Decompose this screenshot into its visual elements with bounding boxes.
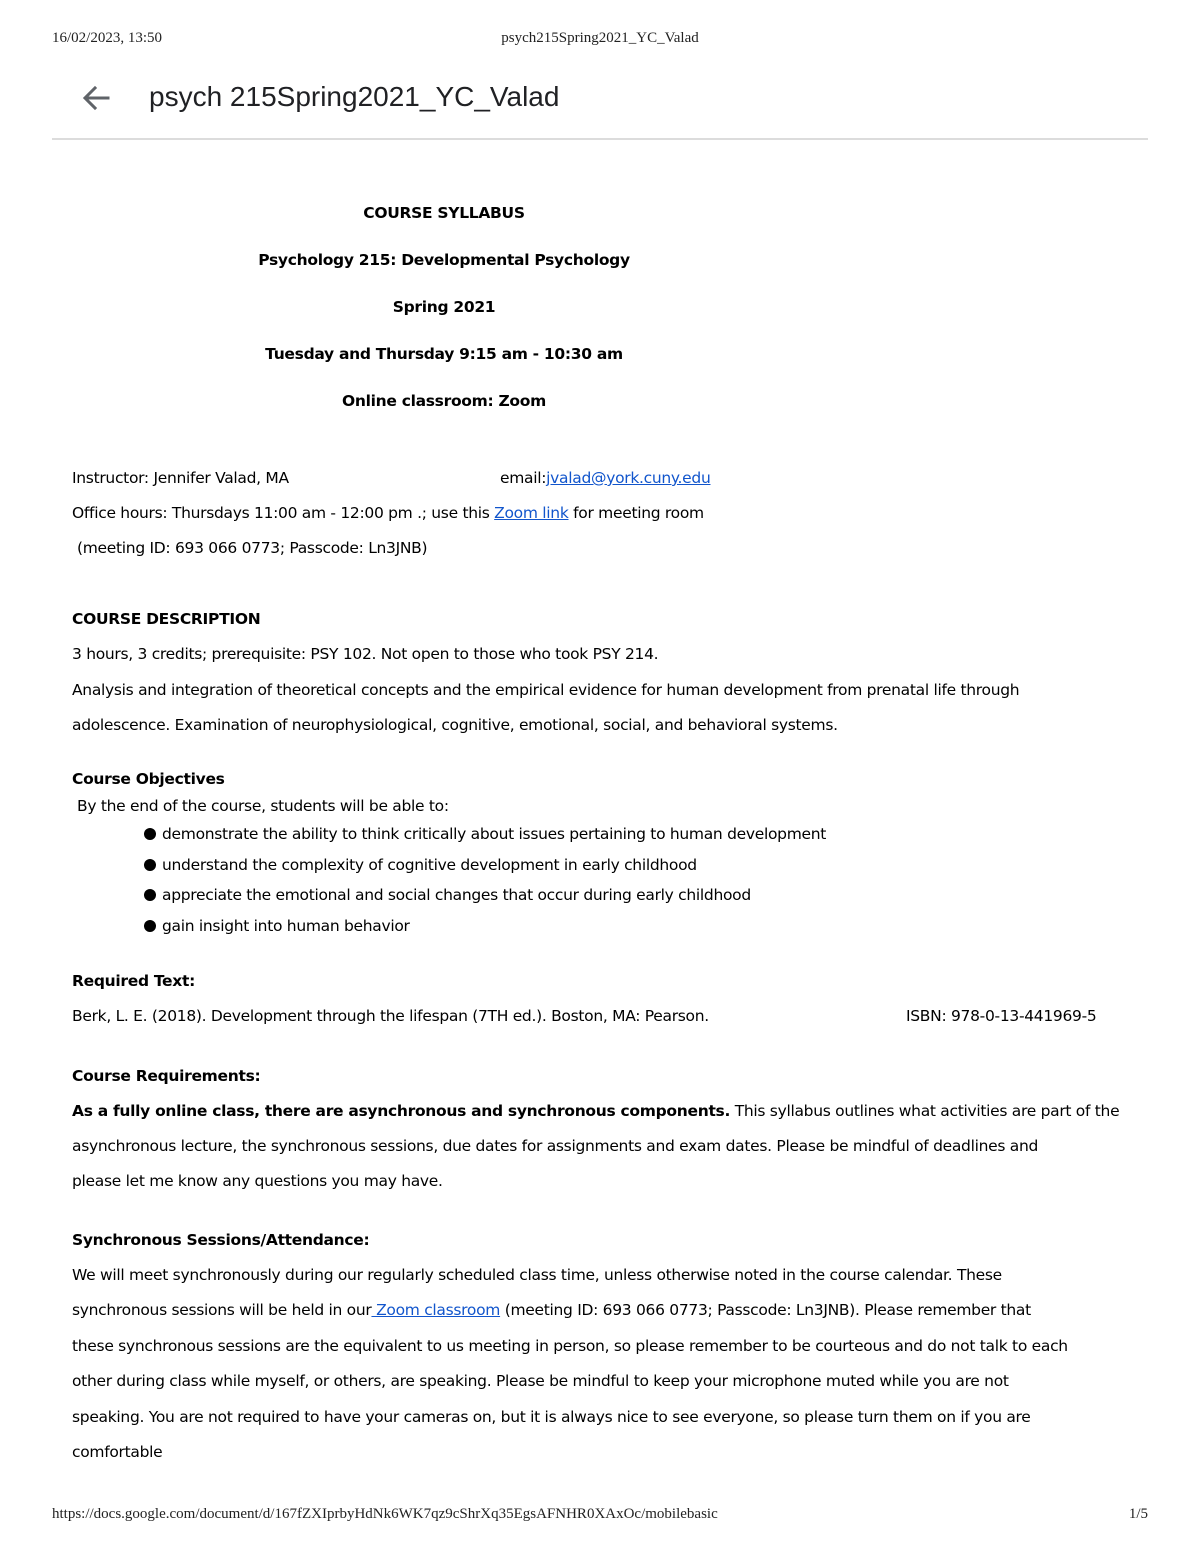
office-hours-text: Office hours: Thursdays 11:00 am - 12:00 pm .; use this	[72, 504, 495, 522]
objectives-intro: By the end of the course, students will be able to:	[77, 797, 449, 815]
arrow-left-icon[interactable]	[78, 80, 114, 116]
attendance-line-4: other during class while myself, or others, are speaking. Please be mindful to keep your microphone muted while you are not	[72, 1372, 1009, 1390]
bullet-icon	[144, 920, 156, 932]
classroom: Online classroom: Zoom	[342, 392, 546, 410]
objective-item: understand the complexity of cognitive development in early childhood	[144, 856, 697, 874]
course-description-heading: COURSE DESCRIPTION	[72, 610, 261, 628]
class-schedule: Tuesday and Thursday 9:15 am - 10:30 am	[265, 345, 623, 363]
print-footer	[52, 1506, 1148, 1526]
attendance-heading: Synchronous Sessions/Attendance:	[72, 1231, 370, 1249]
email-link[interactable]: jvalad@york.cuny.edu	[546, 469, 711, 487]
bullet-icon	[144, 828, 156, 840]
document-title: psych 215Spring2021_YC_Valad	[149, 81, 560, 112]
attendance-line-5: speaking. You are not required to have your cameras on, but it is always nice to see everyone, so please turn them on if you are	[72, 1408, 1031, 1426]
textbook-citation: Berk, L. E. (2018). Development through the lifespan (7TH ed.). Boston, MA: Pearson.	[72, 1007, 709, 1025]
objective-item: demonstrate the ability to think critically about issues pertaining to human development	[144, 825, 826, 843]
description-line-2: adolescence. Examination of neurophysiological, cognitive, emotional, social, and behavioral systems.	[72, 716, 838, 734]
print-datetime: 16/02/2023, 13:50	[52, 30, 163, 46]
requirements-heading: Course Requirements:	[72, 1067, 261, 1085]
bullet-icon	[144, 889, 156, 901]
bullet-icon	[144, 859, 156, 871]
credits-line: 3 hours, 3 credits; prerequisite: PSY 102. Not open to those who took PSY 214.	[72, 645, 659, 663]
attendance-line-1: We will meet synchronously during our regularly scheduled class time, unless otherwise noted in the course calendar. These	[72, 1266, 1002, 1284]
zoom-link[interactable]: Zoom link	[494, 504, 569, 522]
requirements-line-2: asynchronous lecture, the synchronous sessions, due dates for assignments and exam dates. Please be mindful of deadlines and	[72, 1137, 1039, 1155]
description-line-1: Analysis and integration of theoretical concepts and the empirical evidence for human development from prenatal life through	[72, 681, 1020, 699]
app-bar	[52, 72, 1148, 140]
email-label: email:	[500, 469, 547, 487]
course-name: Psychology 215: Developmental Psychology	[258, 251, 630, 269]
attendance-line-2: synchronous sessions will be held in our Zoom classroom (meeting ID: 693 066 0773; Passcode: Ln3JNB). Please remember that	[72, 1301, 1031, 1319]
print-header	[52, 30, 1148, 50]
required-text-heading: Required Text:	[72, 972, 195, 990]
print-title: psych215Spring2021_YC_Valad	[501, 30, 699, 46]
requirements-line-1: As a fully online class, there are asynchronous and synchronous components. This syllabus outlines what activities are part of the	[72, 1102, 1120, 1120]
objectives-heading: Course Objectives	[72, 770, 225, 788]
objective-item: gain insight into human behavior	[144, 917, 410, 935]
instructor-email-line	[500, 469, 710, 487]
meeting-info: (meeting ID: 693 066 0773; Passcode: Ln3JNB)	[77, 539, 428, 557]
zoom-classroom-link[interactable]: Zoom classroom	[371, 1301, 501, 1319]
semester: Spring 2021	[392, 298, 496, 316]
objective-item: appreciate the emotional and social changes that occur during early childhood	[144, 886, 751, 904]
page-number: 1/5	[1128, 1506, 1148, 1522]
syllabus-title: COURSE SYLLABUS	[363, 204, 525, 222]
office-hours-suffix: for meeting room	[568, 504, 704, 522]
requirements-line-3: please let me know any questions you may have.	[72, 1172, 443, 1190]
attendance-line-3: these synchronous sessions are the equivalent to us meeting in person, so please remember to be courteous and do not talk to each	[72, 1337, 1068, 1355]
attendance-line-6: comfortable	[72, 1443, 163, 1461]
requirements-lead: As a fully online class, there are asynchronous and synchronous components.	[72, 1102, 731, 1120]
page-url: https://docs.google.com/document/d/167fZXIprbyHdNk6WK7qz9cShrXq35EgsAFNHR0XAxOc/mobilebasic	[52, 1506, 718, 1522]
instructor-name: Instructor: Jennifer Valad, MA	[72, 469, 289, 487]
textbook-isbn: ISBN: 978-0-13-441969-5	[906, 1007, 1097, 1025]
office-hours	[72, 504, 704, 522]
